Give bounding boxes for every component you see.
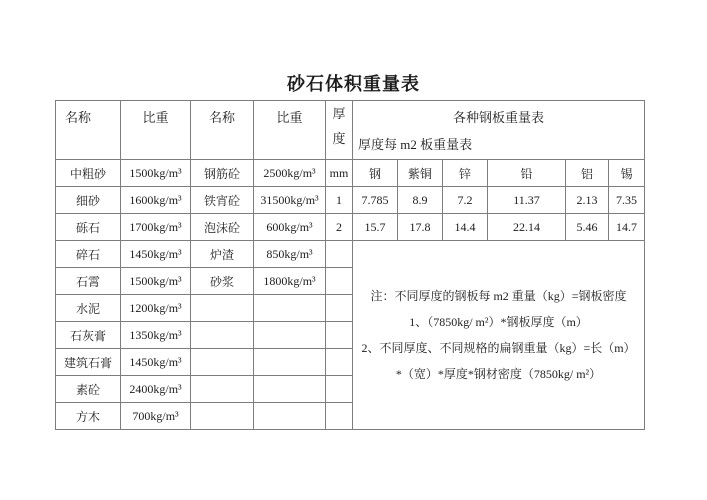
material-name: 水泥 — [56, 295, 121, 322]
empty-cell — [254, 349, 326, 376]
thickness-empty-cell — [326, 403, 353, 430]
material-weight: 1350kg/m³ — [121, 322, 191, 349]
metal-weight: 7.2 — [443, 187, 488, 214]
material-name: 石霄 — [56, 268, 121, 295]
metal-weight: 7.35 — [609, 187, 645, 214]
material-weight: 31500kg/m³ — [254, 187, 326, 214]
empty-cell — [191, 403, 254, 430]
metal-name: 钢 — [353, 160, 398, 187]
note-line-4: *（宽）*厚度*钢材密度（7850kg/ m²） — [395, 367, 602, 381]
note-area — [353, 241, 645, 430]
material-weight: 1700kg/m³ — [121, 214, 191, 241]
note-line-2: 1、（7850kg/ m²）*钢板厚度（m） — [409, 315, 588, 329]
material-name: 素砼 — [56, 376, 121, 403]
metal-weight: 5.46 — [566, 214, 609, 241]
header-weight-1: 比重 — [121, 101, 191, 160]
material-weight: 2400kg/m³ — [121, 376, 191, 403]
material-name: 细砂 — [56, 187, 121, 214]
thickness-unit: mm — [326, 160, 353, 187]
material-name: 碎石 — [56, 241, 121, 268]
header-weight-2: 比重 — [254, 101, 326, 160]
table-row — [56, 214, 645, 241]
metal-name: 锌 — [443, 160, 488, 187]
thickness-char-2: 度 — [332, 131, 346, 146]
empty-cell — [254, 295, 326, 322]
metal-name: 紫铜 — [398, 160, 443, 187]
metal-weight: 11.37 — [488, 187, 566, 214]
thickness-char-1: 厚 — [332, 106, 346, 121]
metal-weight: 14.7 — [609, 214, 645, 241]
thickness-empty-cell — [326, 241, 353, 268]
metal-weight: 2.13 — [566, 187, 609, 214]
material-name: 中粗砂 — [56, 160, 121, 187]
material-name: 泡沫砼 — [191, 214, 254, 241]
note-line-3: 2、不同厚度、不同规格的扁钢重量（kg）=长（m） — [361, 341, 636, 355]
material-weight: 1500kg/m³ — [121, 268, 191, 295]
material-name: 砾石 — [56, 214, 121, 241]
thickness-value: 1 — [326, 187, 353, 214]
material-weight: 1600kg/m³ — [121, 187, 191, 214]
header-name-1: 名称 — [56, 101, 121, 160]
material-weight: 600kg/m³ — [254, 214, 326, 241]
metal-weight: 8.9 — [398, 187, 443, 214]
material-name: 钢筋砼 — [191, 160, 254, 187]
material-name: 石灰膏 — [56, 322, 121, 349]
empty-cell — [254, 403, 326, 430]
thickness-empty-cell — [326, 349, 353, 376]
empty-cell — [254, 322, 326, 349]
metal-weight: 22.14 — [488, 214, 566, 241]
table-header-row — [56, 101, 645, 160]
table-row — [56, 160, 645, 187]
material-weight: 1450kg/m³ — [121, 241, 191, 268]
steel-table-subtitle: 厚度每 m2 板重量表 — [358, 137, 473, 152]
material-name: 铁宵砼 — [191, 187, 254, 214]
thickness-empty-cell — [326, 376, 353, 403]
table-row — [56, 241, 645, 268]
page-title: 砂石体积重量表 — [287, 74, 420, 94]
material-weight: 1200kg/m³ — [121, 295, 191, 322]
thickness-empty-cell — [326, 322, 353, 349]
header-thickness — [326, 101, 353, 160]
thickness-value: 2 — [326, 214, 353, 241]
thickness-empty-cell — [326, 268, 353, 295]
note-line-1: 注：不同厚度的钢板每 m2 重量（kg）=钢板密度 — [370, 289, 627, 303]
metal-weight: 7.785 — [353, 187, 398, 214]
material-weight: 1800kg/m³ — [254, 268, 326, 295]
steel-table-header — [353, 101, 645, 160]
empty-cell — [191, 349, 254, 376]
empty-cell — [191, 376, 254, 403]
header-name-2: 名称 — [191, 101, 254, 160]
material-weight: 850kg/m³ — [254, 241, 326, 268]
metal-name: 铝 — [566, 160, 609, 187]
material-weight: 1500kg/m³ — [121, 160, 191, 187]
material-weight: 2500kg/m³ — [254, 160, 326, 187]
empty-cell — [254, 376, 326, 403]
material-weight: 1450kg/m³ — [121, 349, 191, 376]
metal-weight: 14.4 — [443, 214, 488, 241]
material-name: 方木 — [56, 403, 121, 430]
metal-weight: 17.8 — [398, 214, 443, 241]
empty-cell — [191, 295, 254, 322]
steel-table-title: 各种钢板重量表 — [453, 110, 545, 125]
material-name: 炉渣 — [191, 241, 254, 268]
empty-cell — [191, 322, 254, 349]
material-name: 砂浆 — [191, 268, 254, 295]
thickness-empty-cell — [326, 295, 353, 322]
weight-table — [55, 100, 645, 430]
metal-name: 锡 — [609, 160, 645, 187]
material-weight: 700kg/m³ — [121, 403, 191, 430]
metal-name: 铅 — [488, 160, 566, 187]
table-row — [56, 187, 645, 214]
material-name: 建筑石膏 — [56, 349, 121, 376]
metal-weight: 15.7 — [353, 214, 398, 241]
